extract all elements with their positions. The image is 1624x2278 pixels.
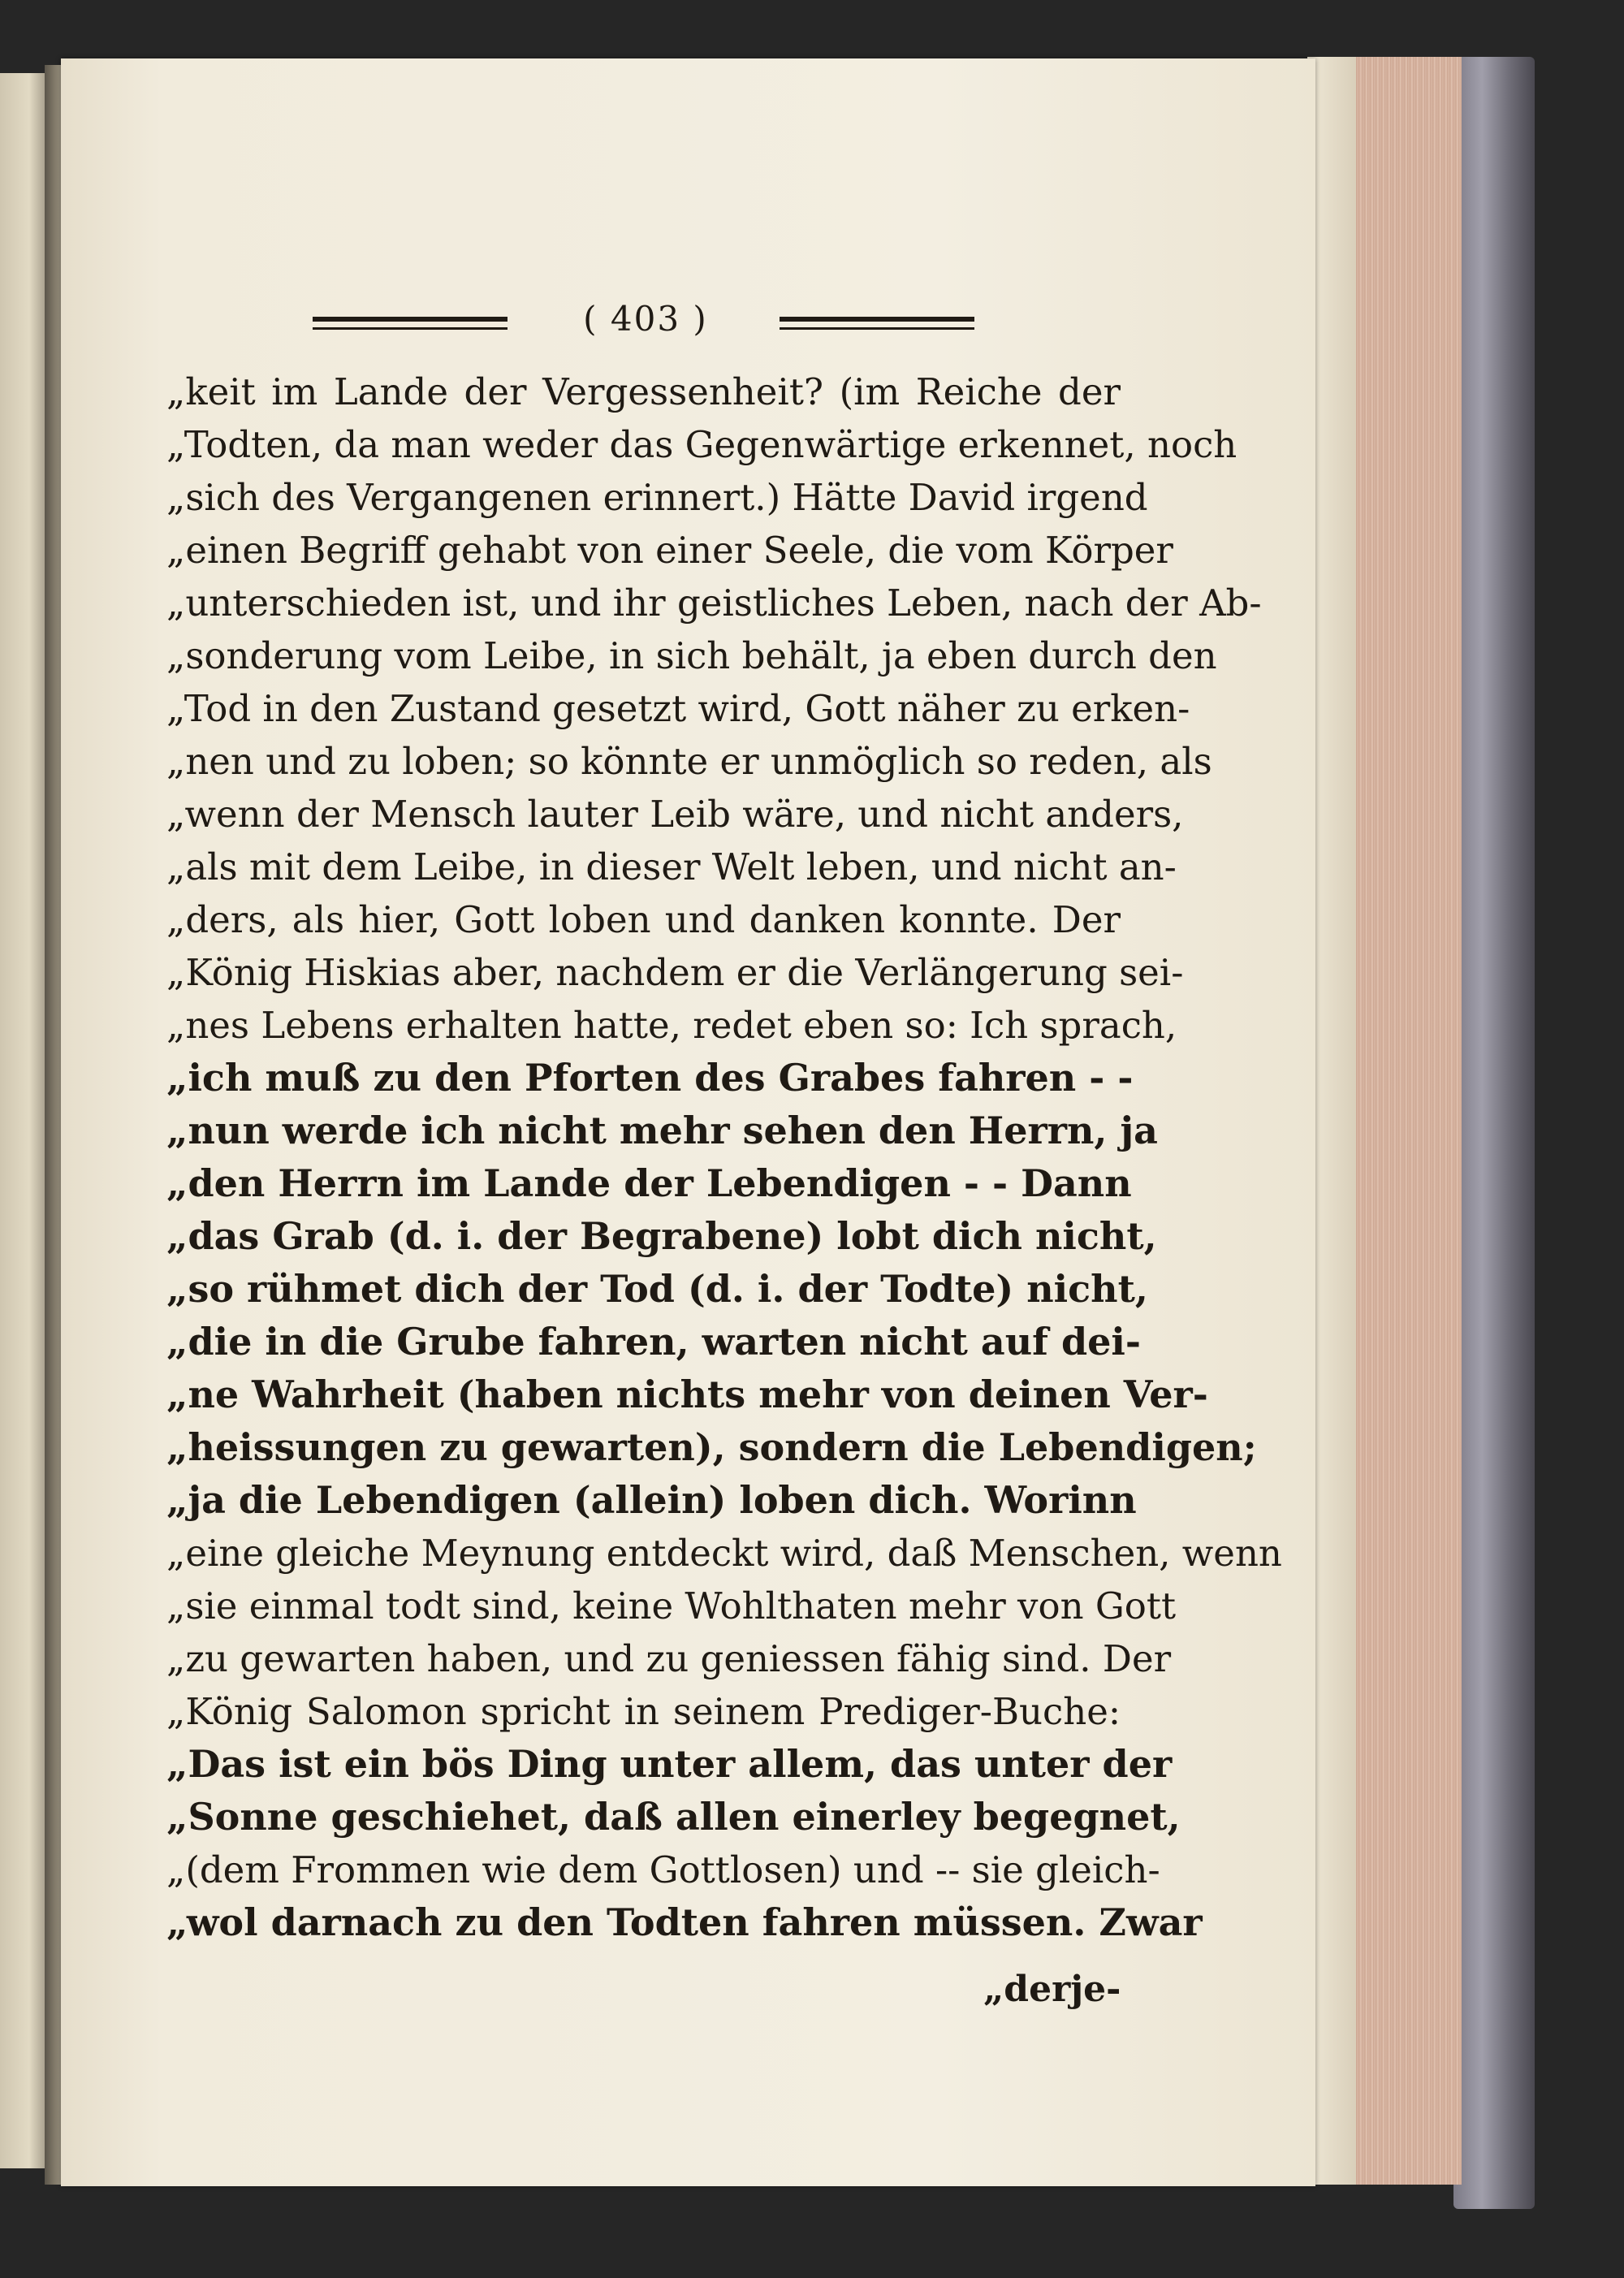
text-line: „König Salomon spricht in seinem Prediger-Buche: xyxy=(166,1690,1121,1733)
text-line: „sich des Vergangenen erinnert.) Hätte David irgend xyxy=(166,476,1148,519)
text-line: „Tod in den Zustand gesetzt wird, Gott näher zu erken- xyxy=(166,687,1190,730)
page-header xyxy=(313,299,978,348)
book-cover-edge xyxy=(1453,57,1535,2209)
text-line: „keit im Lande der Vergessenheit? (im Reiche der xyxy=(166,370,1121,413)
text-line: „so rühmet dich der Tod (d. i. der Todte) nicht, xyxy=(166,1267,1148,1311)
text-line: „Todten, da man weder das Gegenwärtige erkennet, noch xyxy=(166,423,1237,466)
text-line: „zu gewarten haben, und zu geniessen fähig sind. Der xyxy=(166,1637,1172,1680)
text-line: „eine gleiche Meynung entdeckt wird, daß Menschen, wenn xyxy=(166,1532,1282,1575)
text-line: „unterschieden ist, und ihr geistliches Leben, nach der Ab- xyxy=(166,581,1262,625)
text-line: „sie einmal todt sind, keine Wohlthaten mehr von Gott xyxy=(166,1584,1177,1627)
body-text xyxy=(166,365,1282,1949)
text-line: „sonderung vom Leibe, in sich behält, ja eben durch den xyxy=(166,634,1217,677)
text-line: „wenn der Mensch lauter Leib wäre, und nicht anders, xyxy=(166,793,1184,836)
page-block-edges xyxy=(1340,57,1462,2185)
text-line: „heissungen zu gewarten), sondern die Lebendigen; xyxy=(166,1425,1257,1469)
text-line: „nes Lebens erhalten hatte, redet eben so: Ich sprach, xyxy=(166,1004,1177,1047)
text-line: „nen und zu loben; so könnte er unmöglich so reden, als xyxy=(166,740,1212,783)
book-page xyxy=(61,58,1315,2186)
text-line: „das Grab (d. i. der Begrabene) lobt dich nicht, xyxy=(166,1214,1157,1258)
text-line: „als mit dem Leibe, in dieser Welt leben, und nicht an- xyxy=(166,845,1177,888)
text-line: „König Hiskias aber, nachdem er die Verlängerung sei- xyxy=(166,951,1184,994)
header-rule-left xyxy=(313,317,508,330)
catchword: „derje- xyxy=(983,1969,1121,2010)
text-line: „den Herrn im Lande der Lebendigen - - Dann xyxy=(166,1161,1132,1205)
text-line: „(dem Frommen wie dem Gottlosen) und -- sie gleich- xyxy=(166,1848,1160,1891)
text-line: „Das ist ein bös Ding unter allem, das unter der xyxy=(166,1742,1173,1786)
text-line: „ne Wahrheit (haben nichts mehr von deinen Ver- xyxy=(166,1372,1208,1416)
text-line: „ich muß zu den Pforten des Grabes fahren - - xyxy=(166,1056,1134,1100)
text-line: „einen Begriff gehabt von einer Seele, die vom Körper xyxy=(166,529,1173,572)
text-line: „die in die Grube fahren, warten nicht auf dei- xyxy=(166,1320,1141,1364)
text-line: „nun werde ich nicht mehr sehen den Herrn, ja xyxy=(166,1109,1158,1152)
text-line: „Sonne geschiehet, daß allen einerley begegnet, xyxy=(166,1795,1181,1839)
text-line: „ja die Lebendigen (allein) loben dich. Worinn xyxy=(166,1478,1137,1522)
left-page-edge xyxy=(0,73,49,2168)
page-number: ( 403 ) xyxy=(583,299,708,339)
text-line: „ders, als hier, Gott loben und danken konnte. Der xyxy=(166,898,1121,941)
text-line: „wol darnach zu den Todten fahren müssen. Zwar xyxy=(166,1900,1203,1944)
header-rule-right xyxy=(780,317,974,330)
